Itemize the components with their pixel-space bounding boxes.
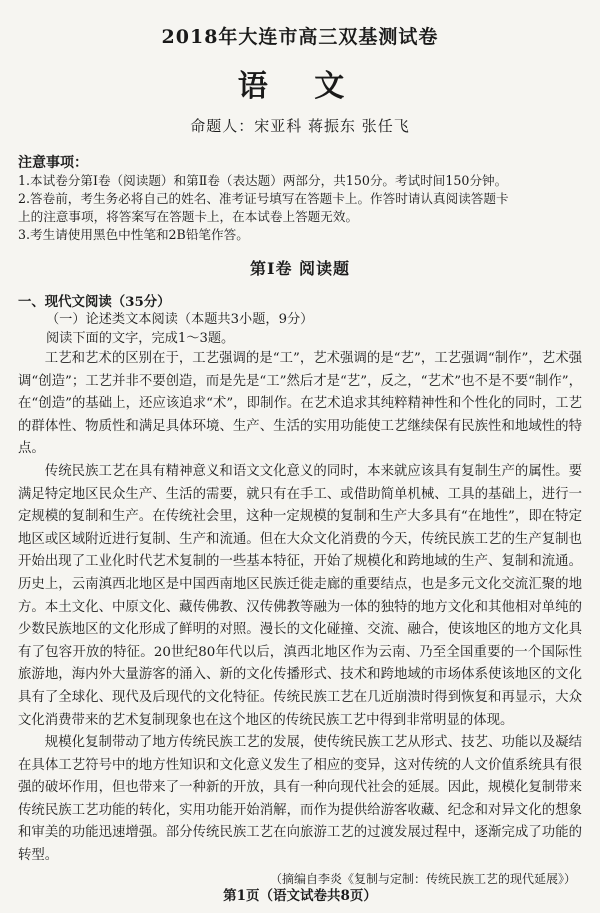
- exam-title: 2018年大连市高三双基测试卷: [161, 26, 439, 48]
- notice-item: 3.考生请使用黑色中性笔和2B铅笔作答。: [18, 227, 249, 242]
- passage-paragraph: 工艺和艺术的区别在于，工艺强调的是“工”，艺术强调的是“艺”，工艺强调“制作”，艺术强调“创造”；工艺并非不要创造，而是先是“工”然后才是“艺”，反之，“艺术”也不是不要“制作”，在“创造”的基础上，还应该追求“术”，即制作。在艺术追求其纯粹精神性和个性化的同时，工艺的群体性、物质性和满足具体环境、生产、生活的实用功能使工艺继续保有民族性和地域性的特点。: [18, 351, 582, 457]
- section-subtitle: （一）论述类文本阅读（本题共3小题，9分）: [46, 312, 314, 327]
- authors-line: 命题人：宋亚科 蒋振东 张任飞: [190, 117, 410, 135]
- section-instruction: 阅读下面的文字，完成1～3题。: [46, 331, 235, 346]
- notice-item: 上的注意事项，将答案写在答题卡上，在本试卷上答题无效。: [18, 209, 359, 224]
- passage-paragraph: 传统民族工艺在具有精神意义和语文文化意义的同时，本来就应该具有复制生产的属性。要满足特定地区民众生产、生活的需要，就只有在手工、或借助简单机械、工具的基础上，进行一定规模的复制和生产。在传统社会里，这种一定规模的复制和生产大多具有“在地性”，即在特定地区或区域附近进行复制、生产和流通。但在大众文化消费的今天，传统民族工艺的生产复制也开始出现了工业化时代艺术复制的一些基本特征，开始了规模化和跨地域的生产、复制和流通。历史上，云南滇西北地区是中国西南地区民族迁徙走廊的重要结点，也是多元文化交流汇聚的地方。本土文化、中原文化、藏传佛教、汉传佛教等融为一体的独特的地方文化和其他相对单纯的少数民族地区的文化形成了鲜明的对照。漫长的文化碰撞、交流、融合，使该地区的地方文化具有了包容开放的特征。20世纪80年代以后，滇西北地区作为云南、乃至全国重要的一个国际性旅游地，海内外大量游客的涌入、新的文化传播形式、技术和跨地域的市场体系使该地区的文化具有了全球化、现代及后现代的文化特征。传统民族工艺在几近崩溃时得到恢复和再显示，大众文化消费带来的艺术复制现象也在这个地区的传统民族工艺中得到非常明显的体现。: [18, 463, 582, 728]
- notice-item: 1.本试卷分第Ⅰ卷（阅读题）和第Ⅱ卷（表达题）两部分，共150分。考试时间150分钟。: [18, 173, 508, 188]
- page-footer: 第1页（语文试卷共8页）: [223, 888, 377, 904]
- citation: （摘编自李炎《复制与定制：传统民族工艺的现代延展》）: [269, 871, 576, 886]
- volume-title: 第Ⅰ卷 阅读题: [249, 259, 351, 278]
- subject-title: 语 文: [237, 69, 363, 104]
- section-title: 一、现代文阅读（35分）: [18, 294, 171, 310]
- passage-paragraph: 规模化复制带动了地方传统民族工艺的发展，使传统民族工艺从形式、技艺、功能以及凝结在具体工艺符号中的地方性知识和文化意义发生了相应的变异，这对传统的人文价值系统具有很强的破坏作用，但也带来了一种新的开放，具有一种向现代社会的延展。因此，规模化复制带来传统民族工艺功能的转化，实用功能开始消解，而作为提供给游客收藏、纪念和对异文化的想象和审美的功能迅速增强。部分传统民族工艺在向旅游工艺的过渡发展过程中，逐渐完成了功能的转型。: [18, 735, 582, 864]
- notice-item: 2.答卷前，考生务必将自己的姓名、准考证号填写在答题卡上。作答时请认真阅读答题卡: [18, 191, 509, 206]
- notice-title: 注意事项：: [18, 155, 88, 171]
